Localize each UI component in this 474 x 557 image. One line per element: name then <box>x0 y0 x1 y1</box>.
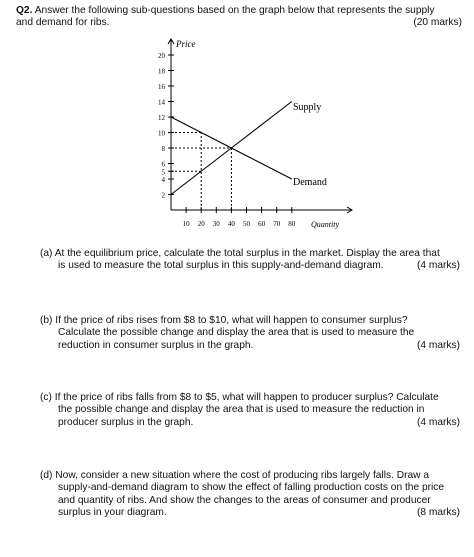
y-tick-label: 10 <box>158 129 165 138</box>
part-c-line1: If the price of ribs falls from $8 to $5, what will happen to producer surplus? Calculate <box>54 392 439 403</box>
part-b-line2: Calculate the possible change and display the area that is used to measure the <box>58 327 415 339</box>
y-tick-label: 6 <box>161 160 165 169</box>
part-c-line3: producer surplus in the graph. <box>58 416 194 428</box>
part-d-line2: supply-and-demand diagram to show the effect of falling production costs on the price <box>58 482 445 494</box>
y-tick-label: 4 <box>161 176 165 184</box>
x-tick-label: 60 <box>258 220 266 228</box>
supply-demand-graph <box>140 36 360 236</box>
part-a-line2: is used to measure the total surplus in this supply-and-demand diagram. <box>58 260 384 272</box>
question-text-line1: Answer the following sub-questions based on the graph below that represents the supply <box>34 5 435 16</box>
y-tick-label: 5 <box>161 168 165 177</box>
question-header <box>16 5 462 30</box>
part-a-letter: (a) <box>40 248 53 259</box>
part-a-line1: At the equilibrium price, calculate the total surplus in the market. Display the area that <box>54 248 440 259</box>
part-c <box>40 392 460 429</box>
y-tick-label: 14 <box>158 98 165 107</box>
x-tick-label: 80 <box>288 220 296 228</box>
x-tick-label: 50 <box>243 220 250 228</box>
part-d-letter: (d) <box>40 470 53 481</box>
x-axis-label: Quantity <box>311 220 339 229</box>
part-c-marks: (4 marks) <box>416 416 460 428</box>
part-b-line3: reduction in consumer surplus in the graph. <box>58 339 254 351</box>
y-tick-label: 20 <box>158 52 165 60</box>
part-d-line4: surplus in your diagram. <box>58 507 167 519</box>
part-d-marks: (8 marks) <box>416 507 460 519</box>
part-b <box>40 315 460 352</box>
x-tick-label: 20 <box>197 220 205 228</box>
y-tick-label: 16 <box>158 83 165 91</box>
axis-ticks <box>158 52 296 228</box>
demand-label: Demand <box>293 177 327 188</box>
part-d <box>40 470 460 520</box>
part-d-line1: Now, consider a new situation where the cost of producing ribs largely falls. Draw a <box>55 470 430 481</box>
part-b-marks: (4 marks) <box>416 339 460 351</box>
part-b-line1: If the price of ribs rises from $8 to $10, what will happen to consumer surplus? <box>55 315 408 326</box>
y-tick-label: 12 <box>158 114 165 122</box>
question-number: Q2. <box>16 5 33 16</box>
x-tick-label: 70 <box>273 220 281 228</box>
part-d-line3: and quantity of ribs. And show the changes to the areas of consumer and producer <box>58 494 431 506</box>
question-marks: (20 marks) <box>413 17 462 29</box>
y-tick-label: 8 <box>161 145 165 153</box>
y-tick-label: 2 <box>161 191 165 200</box>
part-b-letter: (b) <box>40 315 53 326</box>
question-text-line2: and demand for ribs. <box>16 17 110 29</box>
supply-label: Supply <box>293 102 322 113</box>
part-c-line2: the possible change and display the area that is used to measure the reduction in <box>58 404 425 416</box>
x-tick-label: 40 <box>227 220 235 228</box>
y-axis-label: Price <box>176 39 196 49</box>
y-tick-label: 18 <box>158 67 165 76</box>
x-tick-label: 10 <box>182 220 190 228</box>
part-a-marks: (4 marks) <box>416 260 460 272</box>
part-a <box>40 248 460 273</box>
x-tick-label: 30 <box>212 220 220 228</box>
part-c-letter: (c) <box>40 392 52 403</box>
